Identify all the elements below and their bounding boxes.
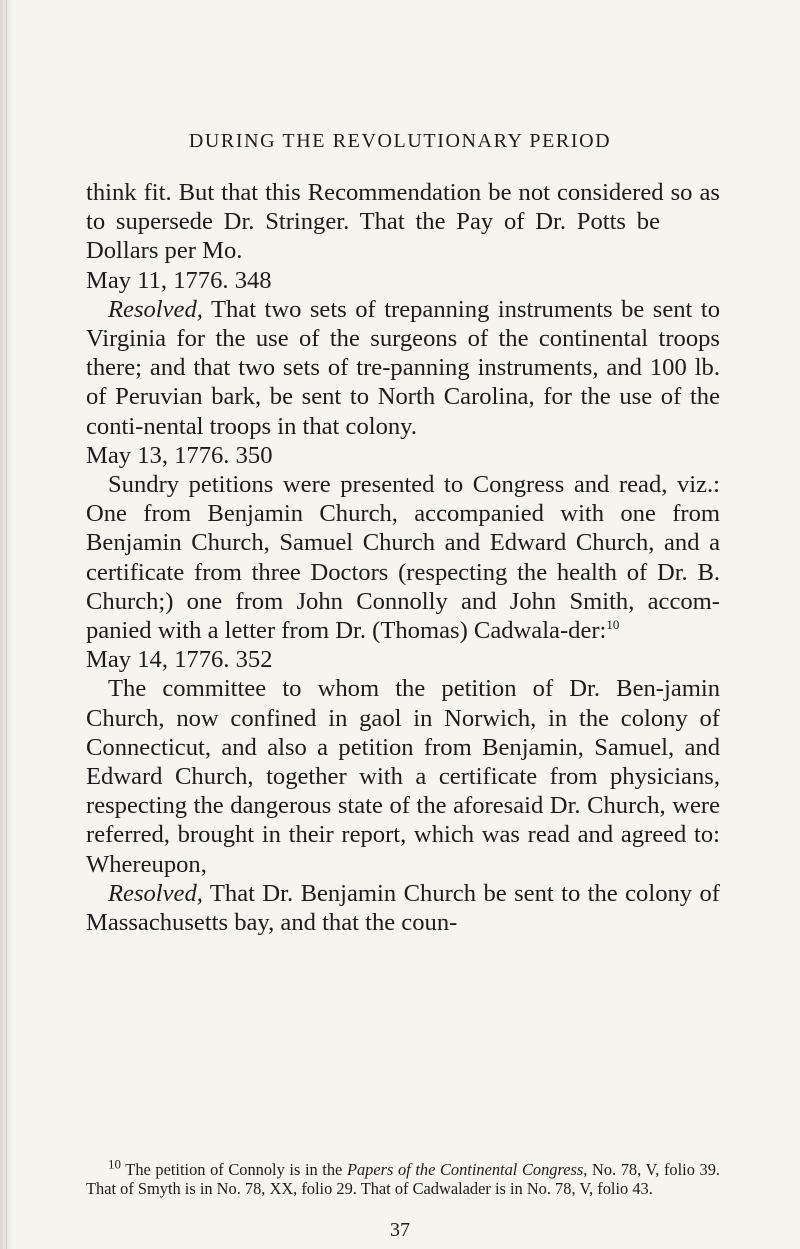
paragraph-text: think fit. But that this Recommendation be not considered so as to supersede Dr. Stringer. That the Pay of Dr. Potts be <box>86 179 720 236</box>
running-head: DURING THE REVOLUTIONARY PERIOD <box>188 130 612 152</box>
footnote <box>86 1156 721 1198</box>
footnote-text: No. 78, V, folio 39. That of Smyth is in No. 78, XX, folio 29. That of Cadwalader is in No. 78, V, folio 43. <box>86 1160 721 1198</box>
entry-paragraph <box>86 674 720 878</box>
paragraph-tail: Dollars per Mo. <box>86 237 243 265</box>
entry-date: May 11, 1776. 348 <box>86 266 272 294</box>
resolved-label: Resolved, <box>108 879 203 907</box>
entry-text: The committee to whom the petition of Dr. Ben-jamin Church, now confined in gaol in Norwich, in the colony of Connecticut, and also a petition from Benjamin, Samuel, and Edward Church, together with a certificate from physicians, respecting the dangerous state of the aforesaid Dr. Church, were referred, brought in their report, which was read and agreed to: Whereupon, <box>86 675 720 878</box>
resolved-label: Resolved, <box>108 295 203 323</box>
body-text <box>86 178 720 937</box>
entry-date: May 14, 1776. 352 <box>86 646 273 674</box>
entry-text: Sundry petitions were presented to Congress and read, viz.: One from Benjamin Church, accompanied with one from Benjamin Church, Samuel Church and Edward Church, and a certificate from three Doctors (respecting the health of Dr. B. Church;) one from John Connolly and John Smith, accom-panied with a letter from Dr. (Thomas) Cadwala-der: <box>86 471 720 645</box>
page-binding-shadow <box>0 0 14 1249</box>
entry-paragraph <box>86 295 720 441</box>
entry-date: May 13, 1776. 350 <box>86 441 273 469</box>
book-page <box>40 0 760 1249</box>
entry-text: That two sets of trepanning instruments be sent to Virginia for the use of the surgeons of the continental troops there; and that two sets of tre-panning instruments, and 100 lb. of Peruvian bark, be sent to North Carolina, for the use of the conti-nental troops in that colony. <box>86 295 720 440</box>
entry-paragraph <box>86 470 720 645</box>
footnote-paragraph <box>86 1156 721 1198</box>
page-number: 37 <box>390 1219 410 1241</box>
entry-text: That Dr. Benjamin Church be sent to the colony of Massachusetts bay, and that the coun- <box>86 879 720 937</box>
footnote-reference: 10 <box>606 616 620 632</box>
footnote-text: The petition of Connoly is in the <box>121 1160 347 1179</box>
footnote-source-title: Papers of the Continental Congress, <box>346 1160 588 1179</box>
footnote-number: 10 <box>108 1156 121 1172</box>
entry-paragraph <box>86 879 720 937</box>
paragraph-continuation <box>86 178 720 266</box>
binding-edge-line <box>6 0 7 1249</box>
